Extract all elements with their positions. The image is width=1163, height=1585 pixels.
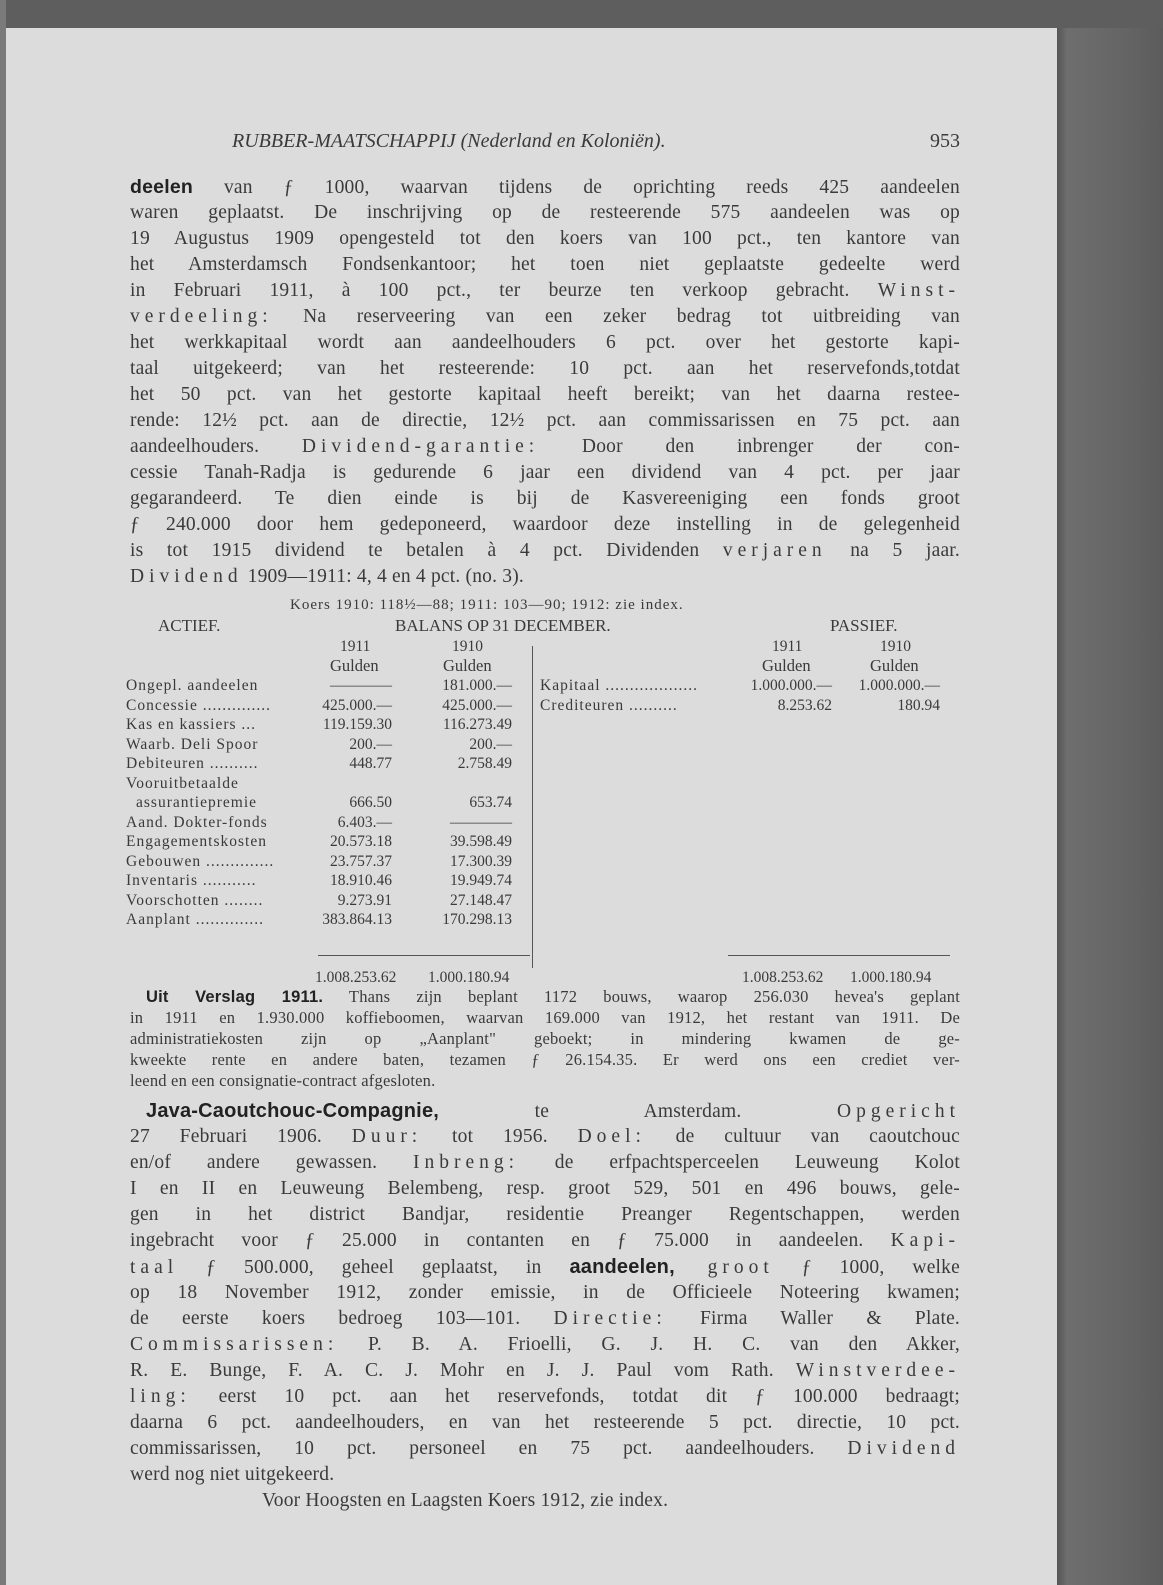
text-line: taal ƒ 500.000, geheel geplaatst, in aandeelen, groot ƒ 1000, welke	[130, 1256, 960, 1278]
text-line: R. E. Bunge, F. A. C. J. Mohr en J. J. Paul vom Rath. Winstverdee-	[130, 1360, 960, 1381]
text-line: rende: 12½ pct. aan de directie, 12½ pct. aan commissarissen en 75 pct. aan	[130, 410, 960, 431]
verslag-line: administratiekosten zijn op „Aanplant" geboekt; in mindering kwamen de ge-	[130, 1029, 960, 1048]
text-line: het werkkapitaal wordt aan aandeelhouders 6 pct. over het gestorte kapi-	[130, 332, 960, 353]
col-unit: Gulden	[870, 656, 919, 675]
actief-total-rule	[318, 955, 530, 956]
text-line: werd nog niet uitgekeerd.	[130, 1464, 335, 1485]
col-year-1911: 1911	[772, 638, 803, 655]
running-head	[232, 130, 960, 153]
col-unit: Gulden	[443, 656, 492, 675]
text-line: waren geplaatst. De inschrijving op de resteerende 575 aandeelen was op	[130, 202, 960, 223]
col-year-1910: 1910	[452, 638, 483, 655]
verslag-line: Uit Verslag 1911. Thans zijn beplant 1172 bouws, waarop 256.030 hevea's geplant	[146, 987, 960, 1006]
text-line: is tot 1915 dividend te betalen à 4 pct. Dividenden verjaren na 5 jaar.	[130, 540, 960, 561]
text-line: deelen van ƒ 1000, waarvan tijdens de oprichting reeds 425 aandeelen	[130, 176, 960, 198]
actief-table: Ongepl. aandeelen ———— 181.000.— Concessie .............. 425.000.— 425.000.— Kas en kassiers ... 119.159.30 116.273.49 Waarb. Deli Spoor 200.— 200.— Debiteuren .......... 448.77 2.758.49 Vooruitbetaalde assurantiepremie 666.50 653.74 Aand. Dokter-fonds 6.403.— ———— Engagementskosten 20.573.18 39.598.49 Gebouwen .............. 23.757.37 17.300.39 Inventaris ........... 18.910.46 19.949.74 Voorschotten ........ 9.273.91 27.148.47 Aanplant .............. 383.864.13 170.298.13	[126, 677, 512, 928]
balance-title: BALANS OP 31 DECEMBER.	[395, 616, 611, 635]
passief-total-1911: 1.008.253.62	[742, 969, 824, 986]
actief-heading: ACTIEF.	[158, 616, 221, 635]
verslag-line: leend en een consignatie-contract afgesloten.	[130, 1071, 436, 1090]
col-unit: Gulden	[762, 656, 811, 675]
text-line: ƒ 240.000 door hem gedeponeerd, waardoor deze instelling in de gelegenheid	[130, 514, 960, 535]
text-line: gegarandeerd. Te dien einde is bij de Kasvereeniging een fonds groot	[130, 488, 960, 509]
text-line: 27 Februari 1906. Duur: tot 1956. Doel: de cultuur van caoutchouc	[130, 1126, 960, 1147]
actief-total-1911: 1.008.253.62	[315, 969, 397, 986]
col-unit: Gulden	[330, 656, 379, 675]
text-line: daarna 6 pct. aandeelhouders, en van het resteerende 5 pct. directie, 10 pct.	[130, 1412, 960, 1433]
verslag-line: in 1911 en 1.930.000 koffieboomen, waarvan 169.000 van 1912, het restant van 1911. De	[130, 1008, 960, 1027]
text-line: ingebracht voor ƒ 25.000 in contanten en ƒ 75.000 in aandeelen. Kapi-	[130, 1230, 960, 1251]
text-line: verdeeling: Na reserveering van een zeker bedrag tot uitbreiding van	[130, 306, 960, 327]
passief-total-rule	[728, 955, 950, 956]
actief-total-1910: 1.000.180.94	[428, 969, 510, 986]
text-line: Java-Caoutchouc-Compagnie, te Amsterdam. Opgericht	[146, 1100, 960, 1122]
text-line: de eerste koers bedroeg 103—101. Directie: Firma Waller & Plate.	[130, 1308, 960, 1329]
text-line: taal uitgekeerd; van het resteerende: 10 pct. aan het reservefonds,totdat	[130, 358, 960, 379]
text-line: Dividend 1909—1911: 4, 4 en 4 pct. (no. 3).	[130, 566, 524, 587]
passief-total-1910: 1.000.180.94	[850, 969, 932, 986]
text-line: commissarissen, 10 pct. personeel en 75 pct. aandeelhouders. Dividend	[130, 1438, 960, 1459]
text-line: het Amsterdamsch Fondsenkantoor; het toen niet geplaatste gedeelte werd	[130, 254, 960, 275]
text-line: 19 Augustus 1909 opengesteld tot den koers van 100 pct., ten kantore van	[130, 228, 960, 249]
col-year-1911: 1911	[340, 638, 371, 655]
verslag-line: kweekte rente en andere baten, tezamen ƒ 26.154.35. Er werd ons een crediet ver-	[130, 1050, 960, 1069]
text-line: cessie Tanah-Radja is gedurende 6 jaar een dividend van 4 pct. per jaar	[130, 462, 960, 483]
page-number: 953	[930, 130, 960, 152]
text-line: ling: eerst 10 pct. aan het reservefonds, totdat dit ƒ 100.000 bedraagt;	[130, 1386, 960, 1407]
text-line: en/of andere gewassen. Inbreng: de erfpachtsperceelen Leuweung Kolot	[130, 1152, 960, 1173]
footer-line: Voor Hoogsten en Laagsten Koers 1912, zie index.	[262, 1490, 669, 1511]
col-year-1910: 1910	[880, 638, 911, 655]
scan-right-border	[1057, 28, 1163, 1585]
passief-heading: PASSIEF.	[830, 616, 898, 635]
text-line: op 18 November 1912, zonder emissie, in de Officieele Noteering kwamen;	[130, 1282, 960, 1303]
passief-table: Kapitaal ................... 1.000.000.— 1.000.000.— Crediteuren .......... 8.253.62 180.94	[540, 677, 940, 714]
koers-line: Koers 1910: 118½—88; 1911: 103—90; 1912: zie index.	[290, 597, 684, 613]
text-line: I en II en Leuweung Belembeng, resp. groot 529, 501 en 496 bouws, gele-	[130, 1178, 960, 1199]
text-line: Commissarissen: P. B. A. Frioelli, G. J. H. C. van den Akker,	[130, 1334, 960, 1355]
text-line: gen in het district Bandjar, residentie Preanger Regentschappen, werden	[130, 1204, 960, 1225]
scan-top-border	[0, 0, 1163, 30]
text-line: aandeelhouders. Dividend-garantie: Door den inbrenger der con-	[130, 436, 961, 457]
text-line: het 50 pct. van het gestorte kapitaal heeft bereikt; van het daarna restee-	[130, 384, 960, 405]
running-head-title: RUBBER-MAATSCHAPPIJ (Nederland en Koloniën).	[232, 130, 666, 152]
text-line: in Februari 1911, à 100 pct., ter beurze ten verkoop gebracht. Winst-	[130, 280, 960, 301]
